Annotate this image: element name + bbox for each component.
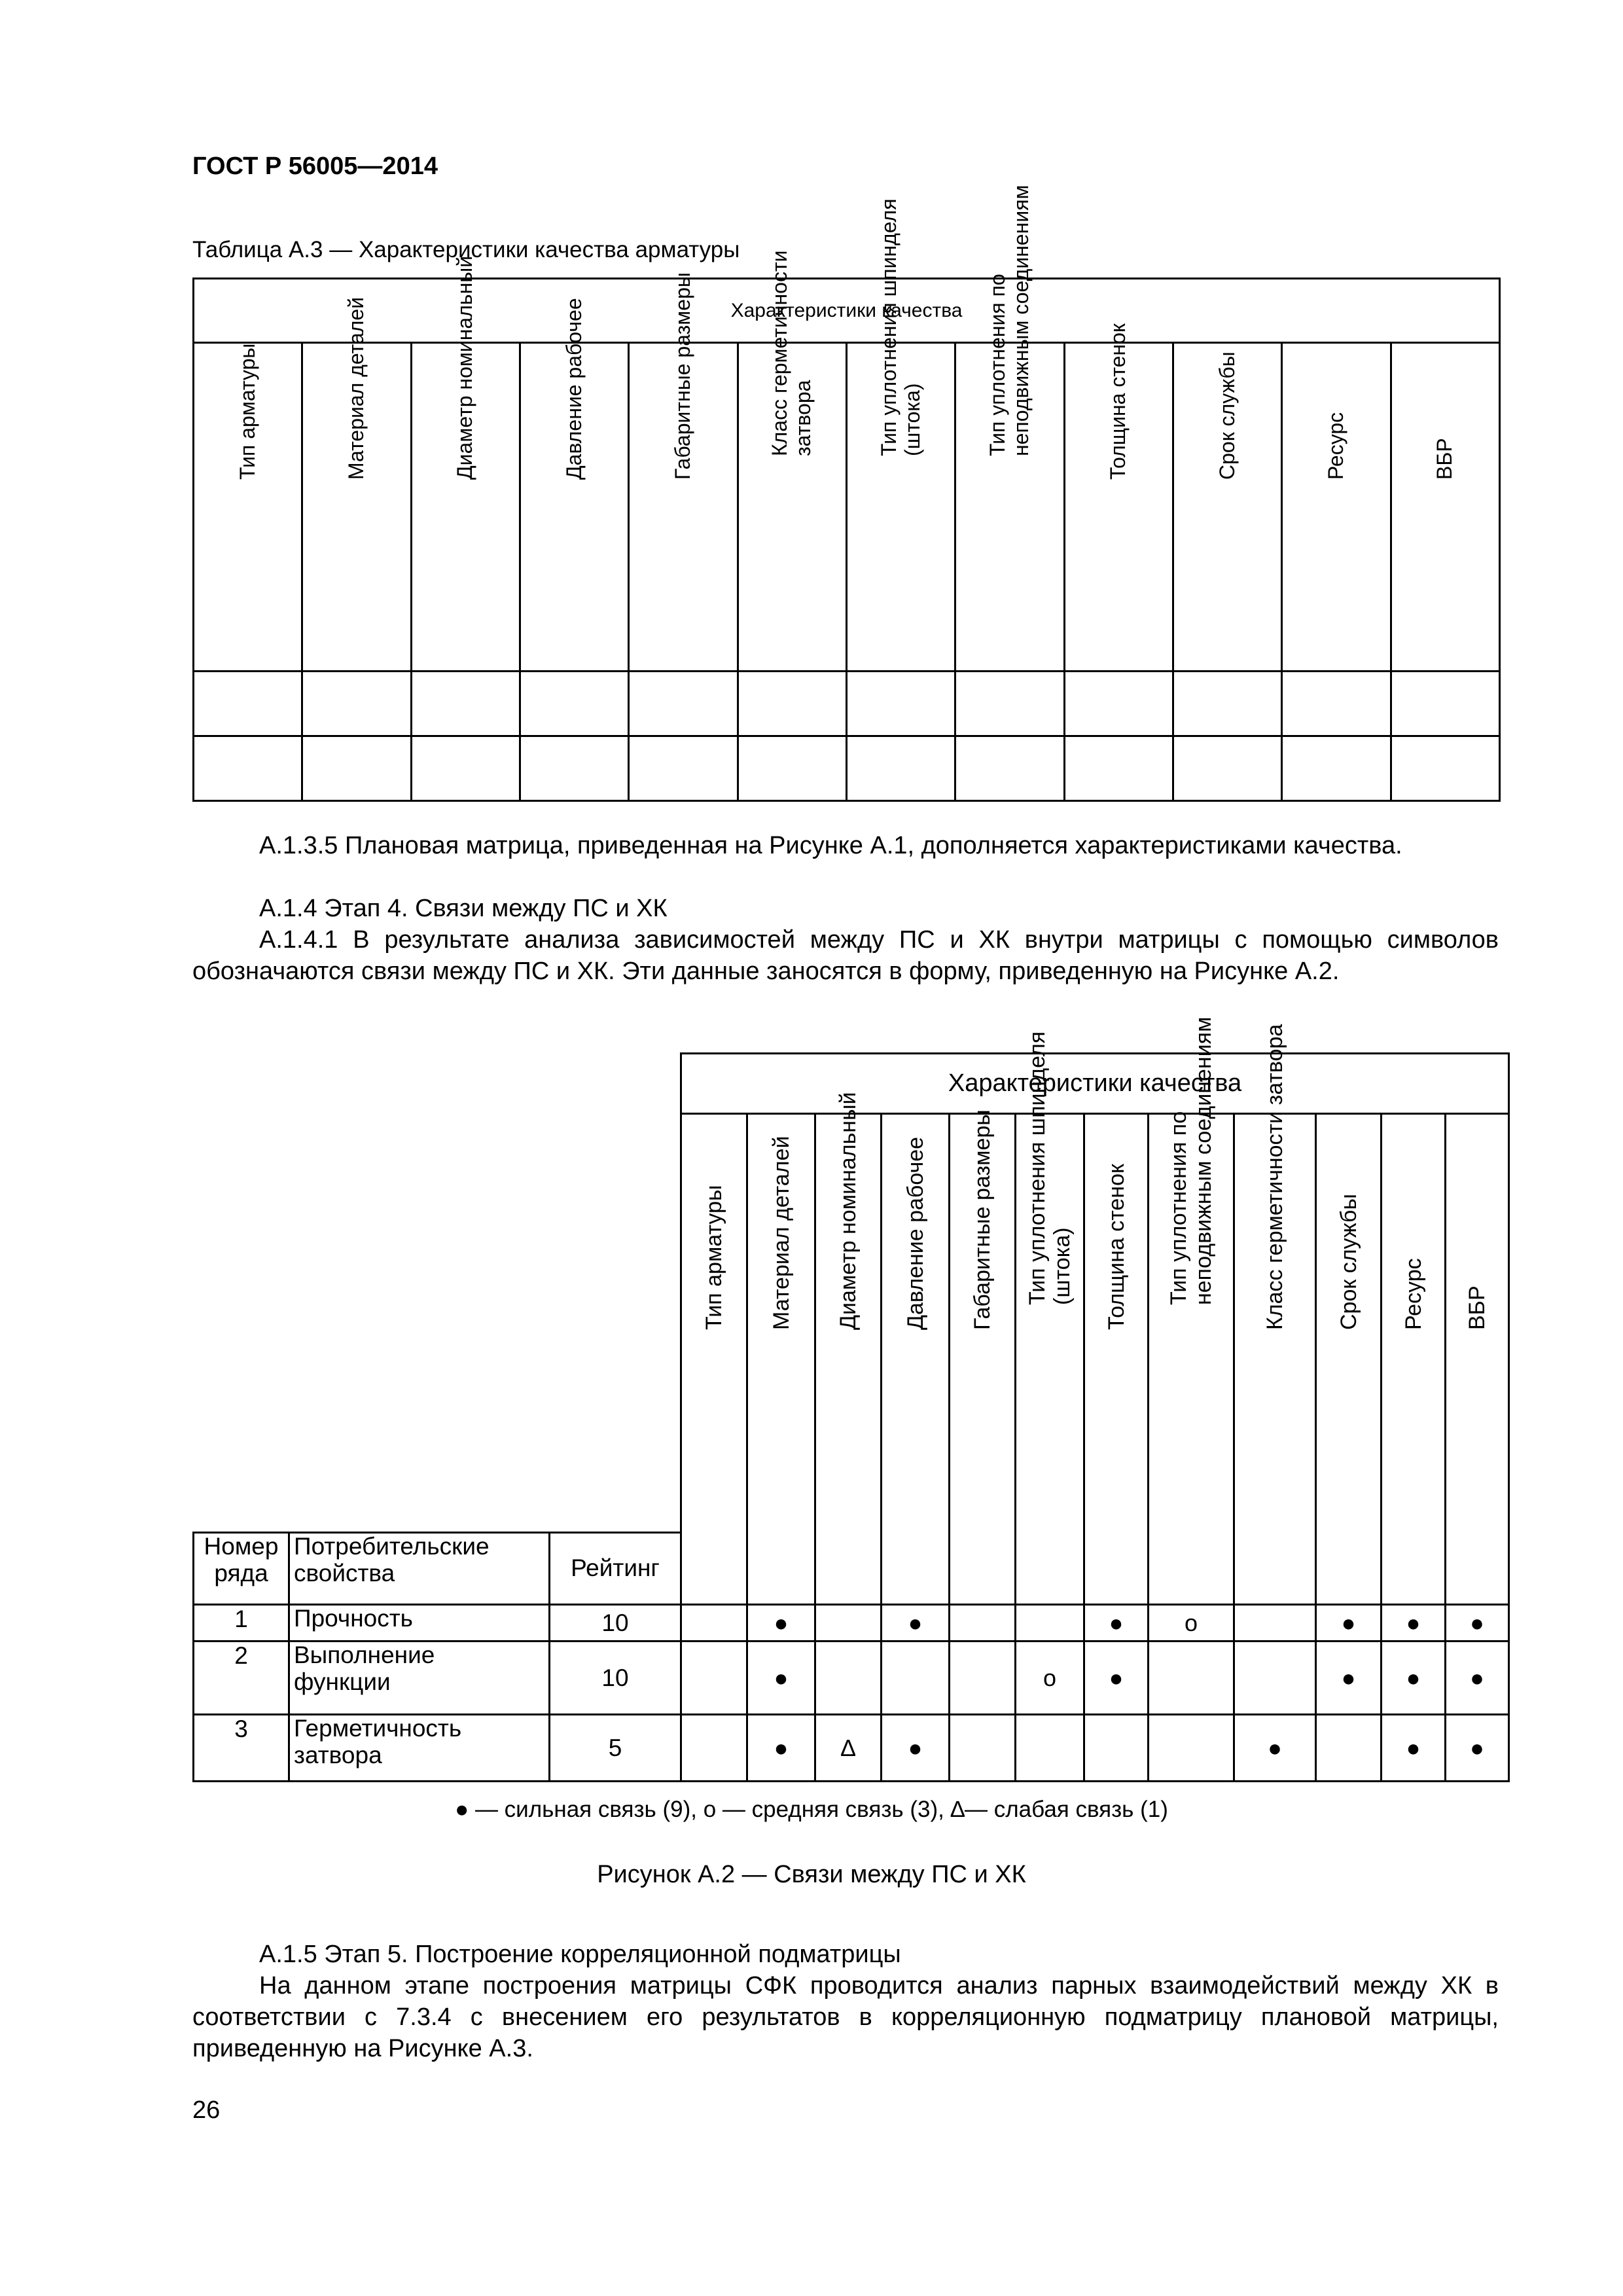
table-cell [846, 736, 955, 801]
table-cell [629, 672, 738, 736]
table-column-header [194, 343, 302, 672]
column-label: Давление рабочее [562, 297, 586, 480]
column-label: Материал деталей [344, 296, 368, 480]
column-label: Срок службы [1215, 351, 1239, 480]
matrix-column-header [1149, 1016, 1234, 1605]
relationship-cell [681, 1715, 747, 1782]
table-column-header [520, 297, 628, 672]
table-cell [302, 672, 411, 736]
table-cell [738, 672, 846, 736]
row-number-header: Номер ряда [194, 1533, 289, 1605]
row-rating: 10 [550, 1605, 681, 1641]
page-number: 26 [192, 2096, 221, 2124]
column-label: Ресурс [1400, 1258, 1426, 1331]
relationship-cell [882, 1641, 950, 1715]
relationship-cell: ● [747, 1715, 815, 1782]
relationship-cell [950, 1715, 1016, 1782]
table-group-header: Характеристики качества [194, 279, 1500, 343]
property-header: Потребительские свойства [289, 1533, 550, 1605]
column-label: Тип уплотнения шпинделя (штока) [1024, 1031, 1075, 1306]
table-cell [1064, 736, 1173, 801]
figure-caption: Рисунок А.2 — Связи между ПС и ХК [597, 1861, 1026, 1888]
relationship-cell [950, 1641, 1016, 1715]
table-cell [302, 736, 411, 801]
paragraph-a15-body: На данном этапе построения матрицы СФК проводится анализ парных взаимодействий между ХК в соответствии с 7.3.4 с внесением его результатов в корреляционную подматрицу плановой матрицы, приведенную на Рисунке А.3. [192, 1972, 1499, 2062]
column-label: ВБР [1464, 1285, 1489, 1331]
relationship-cell [1234, 1641, 1316, 1715]
table-column-header [846, 198, 955, 672]
matrix-column-header [882, 1114, 950, 1605]
matrix-column-header [1446, 1114, 1509, 1605]
table-cell [1391, 736, 1499, 801]
table-cell [194, 672, 302, 736]
paragraph-a15: А.1.5 Этап 5. Построение корреляционной подматрицы [259, 1941, 901, 1968]
column-label: ВБР [1433, 437, 1457, 480]
column-label: Класс герметичности затвора [768, 250, 815, 456]
table-cell [411, 736, 520, 801]
column-label: Класс герметичности затвора [1262, 1024, 1287, 1331]
relationship-cell: ● [747, 1605, 815, 1641]
relationship-cell [681, 1605, 747, 1641]
relationship-cell [1234, 1605, 1316, 1641]
paragraph-a141: А.1.4.1 В результате анализа зависимостей между ПС и ХК внутри матрицы с помощью символов обозначаются связи между ПС и ХК. Эти данные заносятся в форму, приведенную на Рисунке А.2. [192, 926, 1499, 985]
table-column-header [1064, 323, 1173, 672]
table-column-header [1391, 343, 1499, 672]
relationship-cell [1084, 1715, 1149, 1782]
relationship-cell: ● [747, 1641, 815, 1715]
matrix-legend: ● — сильная связь (9), о — средняя связь (3), ∆— слабая связь (1) [455, 1797, 1168, 1822]
matrix-row [194, 1641, 1509, 1715]
column-label: Диаметр номинальный [835, 1092, 861, 1331]
matrix-row [194, 1605, 1509, 1641]
relationship-matrix [192, 1016, 1510, 1782]
relationship-cell [1016, 1605, 1084, 1641]
column-label: Тип арматуры [701, 1185, 726, 1331]
relationship-cell: ● [1382, 1605, 1446, 1641]
document-header: ГОСТ Р 56005—2014 [192, 152, 438, 180]
column-label: Срок службы [1336, 1194, 1361, 1331]
table-column-header [955, 185, 1064, 672]
table-cell [955, 736, 1064, 801]
relationship-cell: ∆ [815, 1715, 882, 1782]
table-cell [520, 736, 628, 801]
table-cell [955, 672, 1064, 736]
paragraph-a135: А.1.3.5 Плановая матрица, приведенная на Рисунке А.1, дополняется характеристиками качества. [259, 832, 1402, 859]
table-column-header [629, 272, 738, 672]
matrix-group-header: Характеристики качества [681, 1054, 1509, 1114]
relationship-cell [1016, 1715, 1084, 1782]
column-label: Толщина стенок [1103, 1164, 1129, 1331]
paragraph-a14: А.1.4 Этап 4. Связи между ПС и ХК [259, 895, 668, 922]
relationship-cell [815, 1641, 882, 1715]
table-cell [520, 672, 628, 736]
matrix-column-header [747, 1114, 815, 1605]
column-label: Ресурс [1324, 412, 1348, 480]
table-column-header [738, 250, 846, 672]
table-cell [411, 672, 520, 736]
column-label: Тип уплотнения по неподвижным соединениям [986, 185, 1033, 456]
row-rating: 10 [550, 1641, 681, 1715]
matrix-column-header [681, 1114, 747, 1605]
relationship-cell [950, 1605, 1016, 1641]
table-cell [846, 672, 955, 736]
column-label: Давление рабочее [902, 1137, 928, 1331]
table-cell [1173, 672, 1281, 736]
table-cell [194, 736, 302, 801]
row-number: 3 [194, 1715, 289, 1782]
table-cell [629, 736, 738, 801]
property-name: Герметичность затвора [289, 1715, 550, 1782]
relationship-cell: ● [1084, 1605, 1149, 1641]
relationship-cell [1149, 1715, 1234, 1782]
relationship-cell [815, 1605, 882, 1641]
relationship-cell: о [1016, 1641, 1084, 1715]
matrix-column-header [950, 1109, 1016, 1605]
column-label: Тип уплотнения шпинделя (штока) [876, 198, 924, 456]
relationship-cell: ● [1446, 1605, 1509, 1641]
table-caption: Таблица А.3 — Характеристики качества арматуры [192, 237, 740, 262]
table-cell [1282, 736, 1391, 801]
relationship-cell: ● [1382, 1641, 1446, 1715]
table-column-header [411, 255, 520, 672]
matrix-row [194, 1715, 1509, 1782]
matrix-column-header [1382, 1114, 1446, 1605]
relationship-cell: ● [1446, 1715, 1509, 1782]
matrix-column-header [1084, 1114, 1149, 1605]
property-name: Прочность [289, 1605, 550, 1641]
table-cell [1064, 672, 1173, 736]
table-cell [1391, 672, 1499, 736]
rating-header: Рейтинг [550, 1533, 681, 1605]
relationship-cell: ● [1234, 1715, 1316, 1782]
relationship-cell: ● [1382, 1715, 1446, 1782]
column-label: Тип арматуры [235, 343, 259, 480]
column-label: Тип уплотнения по неподвижным соединениям [1166, 1016, 1216, 1306]
relationship-cell [681, 1641, 747, 1715]
table-column-header [1282, 343, 1391, 672]
column-label: Диаметр номинальный [453, 255, 477, 480]
matrix-column-header [1016, 1031, 1084, 1605]
relationship-cell: ● [1316, 1605, 1382, 1641]
table-column-header [302, 296, 411, 672]
table-cell [1173, 736, 1281, 801]
matrix-column-header [1234, 1024, 1316, 1605]
matrix-column-header [1316, 1114, 1382, 1605]
table-cell [738, 736, 846, 801]
relationship-cell [1149, 1641, 1234, 1715]
relationship-cell: ● [1084, 1641, 1149, 1715]
column-label: Толщина стенок [1106, 323, 1130, 480]
relationship-cell: ● [882, 1605, 950, 1641]
column-label: Материал деталей [768, 1136, 794, 1331]
row-rating: 5 [550, 1715, 681, 1782]
table-cell [1282, 672, 1391, 736]
matrix-column-header [815, 1092, 882, 1605]
relationship-cell [1316, 1715, 1382, 1782]
relationship-cell: о [1149, 1605, 1234, 1641]
row-number: 1 [194, 1605, 289, 1641]
column-label: Габаритные размеры [969, 1109, 995, 1331]
relationship-cell: ● [1446, 1641, 1509, 1715]
relationship-cell: ● [882, 1715, 950, 1782]
relationship-cell: ● [1316, 1641, 1382, 1715]
table-column-header [1173, 343, 1281, 672]
row-number: 2 [194, 1641, 289, 1715]
matrix-blank-corner [194, 1054, 681, 1533]
column-label: Габаритные размеры [671, 272, 695, 480]
property-name: Выполнение функции [289, 1641, 550, 1715]
